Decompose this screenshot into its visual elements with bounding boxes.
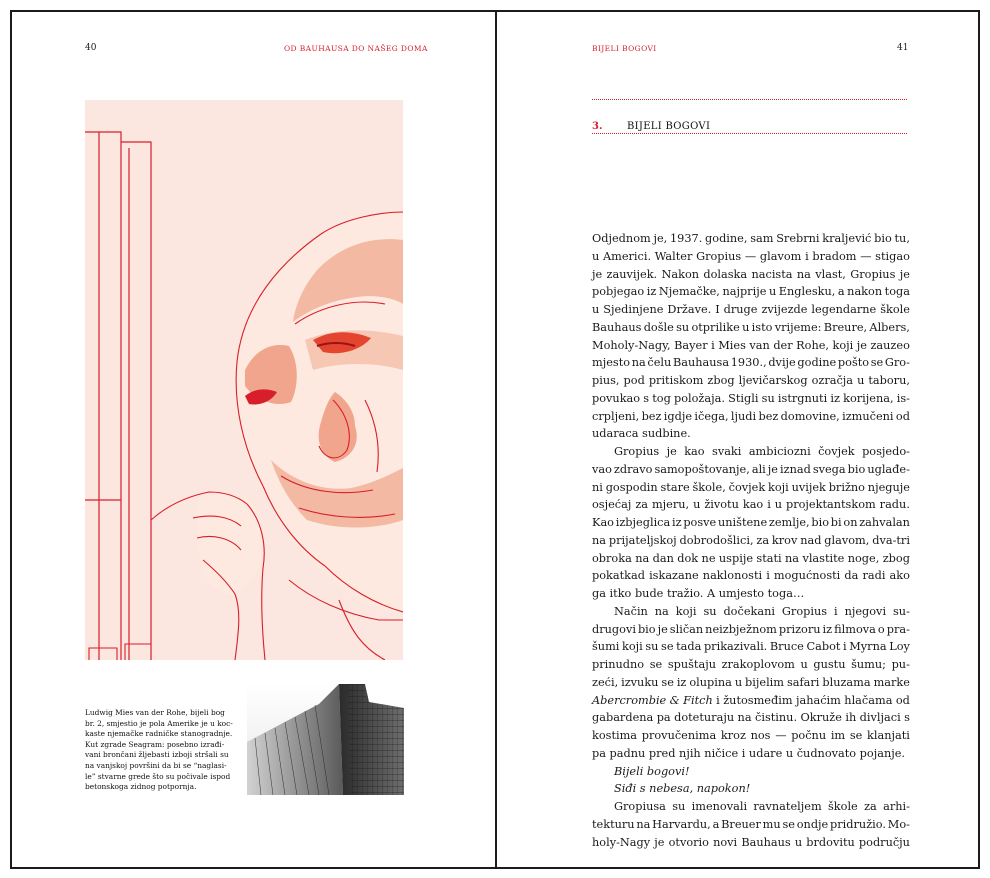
body-text [592,230,910,851]
body-line: obroka na dan dok ne uspije stati na vlastite noge, zbog [592,551,910,565]
body-line: Način na koji su dočekani Gropius i njegovi su- [614,604,910,618]
body-line: na prijateljskoj dobrodošlici, za krov nad glavom, dva-tri [592,533,910,547]
body-line: Kao izbjeglica iz posve uništene zemlje, bio bi on zahvalan [592,516,910,529]
portrait-illustration [85,100,403,660]
body-line: Gropiusa su imenovali ravnateljem škole za arhi- [614,800,910,813]
body-line: tekturu na Harvardu, a Breuer mu se ondje pridružio. Mo- [592,817,910,831]
caption-line: vani brončani žljebasti izboji stršali su [85,750,229,760]
seagram-building-photo [247,684,404,795]
caption-line: betonskoga zidnog potpornja. [85,782,197,792]
body-line: vao zdravo samopoštovanje, ali je iznad svega bio uglađe- [592,462,910,476]
caption-line: kaste njemačke radničke stanogradnje. [85,729,233,739]
body-line: Bauhaus došle su otprilike u isto vrijeme: Breure, Albers, [592,320,910,334]
body-line: Siđi s nebesa, napokon! [614,782,751,796]
caption-line: le” stvarne grede što su počivale ispod [85,771,231,781]
body-line: pa padnu pred njih ničice i udare u čudnovato pojanje. [592,746,906,760]
caption-line: Ludwig Mies van der Rohe, bijeli bog [85,708,225,717]
book-spread [10,10,980,869]
body-line: holy-Nagy je otvorio novi Bauhaus u brdovitu području [592,835,910,849]
body-line: pius, pod pritiskom zbog ljevičarskog ozračja u taboru, [592,374,910,387]
body-line: je zauvijek. Nakon dolaska nacista na vlast, Gropius je [592,267,910,281]
body-line: prinudno se spuštaju zrakoplovom u gustu šumu; pu- [592,658,910,671]
chapter-number: 3. [592,121,603,132]
running-head-left: OD BAUHAUSA DO NAŠEG DOMA [284,44,428,53]
page-number-left: 40 [85,43,97,53]
chapter-rule-bottom [592,133,907,134]
figure-caption [85,708,247,793]
body-line: u Americi. Walter Gropius — glavom i bradom — stigao [592,249,910,263]
body-line: kostima provučenima kroz nos — počnu im se klanjati [592,729,910,742]
body-line: ga itko bude tražio. A umjesto toga… [592,587,805,600]
caption-line: br. 2, smjestio je pola Amerike je u koc- [85,718,233,728]
body-line: u Sjedinjene Države. I druge zvijezde legendarne škole [592,303,910,316]
body-line: pobjegao iz Njemačke, najprije u Englesku, a nakon toga [592,285,910,299]
body-line: Abercrombie & Fitch i žutosmeđim jahaćim hlačama od [592,693,910,707]
body-line: Bijeli bogovi! [614,764,690,778]
body-line: gabardena pa doteturaju na čistinu. Okruže ih divljaci s [592,711,910,725]
body-line: zeći, izvuku se iz olupina u bijelim safari bluzama marke [592,675,910,689]
body-line: Gropius je kao svaki ambiciozni čovjek posjedo- [614,445,910,458]
body-line: crpljeni, bez igdje ičega, ljudi bez domovine, izmučeni od [592,409,910,423]
body-line: drugovi bio je sličan neizbježnom prizoru iz filmova o pra- [592,622,910,636]
running-head-right: BIJELI BOGOVI [592,44,657,53]
chapter-title: BIJELI BOGOVI [627,121,711,132]
body-line: osjećaj za mjeru, u životu kao i u projektantskom radu. [592,498,910,512]
page-number-right: 41 [897,43,909,53]
chapter-rule-top [592,99,907,100]
body-line: ni gospodin stare škole, čovjek koji uvijek brižno njeguje [592,480,910,494]
caption-line: na vanjskoj površini da bi se “naglasi- [85,760,227,770]
body-line: pokatkad iskazane naklonosti i mogućnosti da radi ako [592,569,910,583]
spine-gutter [495,12,497,867]
caption-line: Kut zgrade Seagram: posebno izrađi- [85,739,225,749]
body-line: povukao s tog položaja. Stigli su istrgnuti iz korijena, is- [592,391,910,405]
body-line: mjesto na čelu Bauhausa 1930., dvije godine pošto se Gro- [592,356,910,370]
body-line: udaraca sudbine. [592,427,691,441]
body-line: šumi koji su se tada prikazivali. Bruce Cabot i Myrna Loy [592,640,910,654]
body-line: Odjednom je, 1937. godine, sam Srebrni kraljević bio tu, [592,232,910,245]
body-line: Moholy-Nagy, Bayer i Mies van der Rohe, koji je zauzeo [592,338,910,352]
